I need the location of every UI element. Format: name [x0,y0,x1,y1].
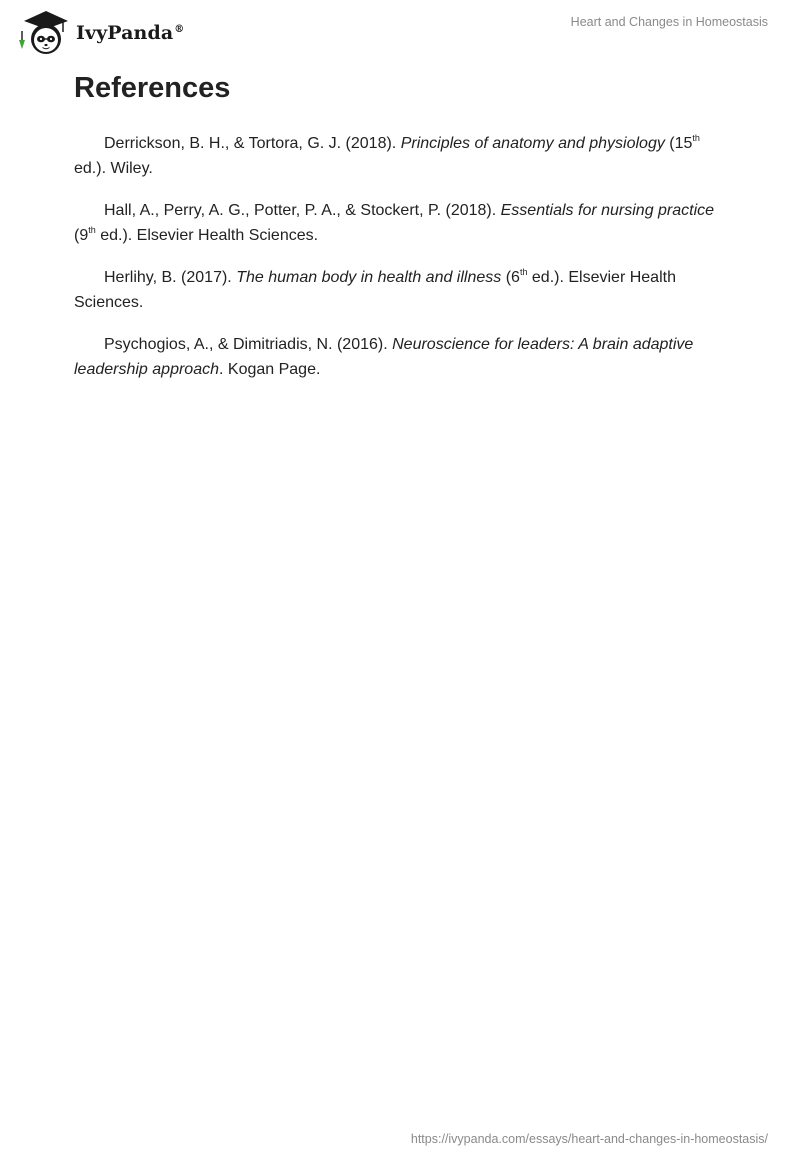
reference-title: Essentials for nursing practice [500,202,715,219]
reference-list [74,131,734,399]
reference-text: (15 [664,135,693,152]
logo-wordmark: IvyPanda® [76,22,185,44]
reference-text: Psychogios, A., & Dimitriadis, N. (2016). [104,336,393,353]
source-url-link[interactable]: https://ivypanda.com/essays/heart-and-changes-in-homeostasis/ [410,1132,768,1146]
reference-text: Herlihy, B. (2017). [104,269,237,286]
reference-text: ed.). Elsevier Health Sciences. [74,269,676,311]
edition-superscript: th [519,266,528,277]
reference-text: (6 [501,269,520,286]
ivypanda-logo[interactable] [16,8,184,56]
reference-title: The human body in health and illness [236,269,502,286]
reference-title: Principles of anatomy and physiology [400,135,665,152]
reference-text: ed.). Wiley. [74,160,153,177]
edition-superscript: th [88,224,96,235]
reference-text: . Kogan Page. [219,361,321,378]
page-title: References [74,72,231,104]
reference-text: Derrickson, B. H., & Tortora, G. J. (2018). [104,135,401,152]
reference-item [74,198,734,248]
registered-mark: ® [174,23,185,35]
reference-item [74,265,734,315]
reference-title: Neuroscience for leaders: A brain adaptive leadership approach [74,336,694,378]
reference-item [74,131,734,181]
running-head: Heart and Changes in Homeostasis [570,15,768,29]
reference-item [74,332,734,382]
reference-text: (9 [74,227,89,244]
edition-superscript: th [692,132,700,143]
reference-text: Hall, A., Perry, A. G., Potter, P. A., & Stockert, P. (2018). [104,202,501,219]
reference-text: ed.). Elsevier Health Sciences. [95,227,319,244]
panda-graduate-icon [16,8,74,56]
